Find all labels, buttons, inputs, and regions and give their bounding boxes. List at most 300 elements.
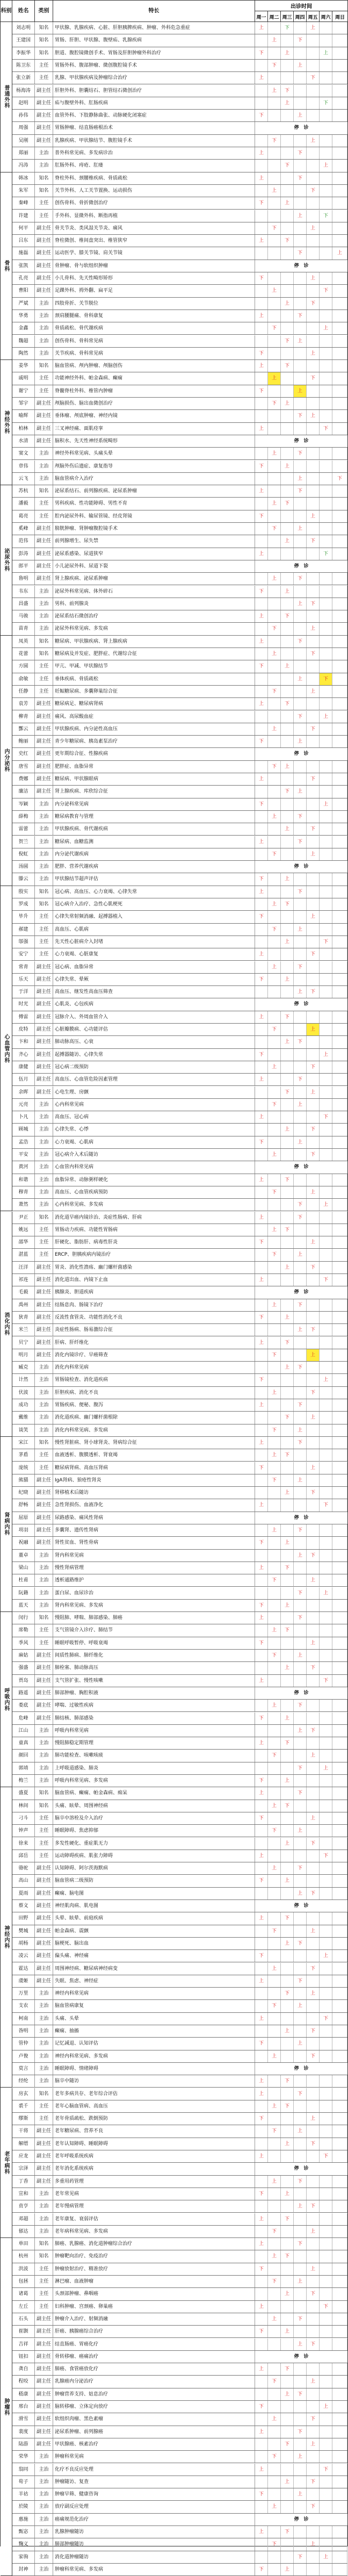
schedule-slot xyxy=(320,1349,332,1361)
schedule-slot xyxy=(307,1474,320,1486)
table-row xyxy=(12,2551,347,2564)
schedule-slot xyxy=(307,974,320,985)
schedule-slot xyxy=(268,2363,281,2375)
schedule-slot xyxy=(307,961,320,973)
schedule-slot xyxy=(294,1124,307,1135)
schedule-slot xyxy=(332,2488,347,2500)
doctor-schedule xyxy=(255,823,347,835)
schedule-slot xyxy=(320,1449,332,1461)
doctor-name: 唐雪 xyxy=(12,761,35,773)
table-row xyxy=(12,423,347,435)
table-row xyxy=(12,1286,347,1299)
schedule-slot: 下 xyxy=(294,310,307,322)
table-row xyxy=(12,636,347,648)
doctor-specialty: 血脂异常、动脉粥样硬化 xyxy=(53,1174,255,1186)
schedule-slot xyxy=(332,1524,347,1536)
schedule-slot xyxy=(307,886,320,898)
doctor-name: 邢台 xyxy=(12,2401,35,2413)
schedule-slot xyxy=(294,2113,307,2125)
doctor-schedule xyxy=(255,435,347,447)
table-row xyxy=(12,1124,347,1136)
schedule-slot xyxy=(281,1750,294,1761)
doctor-name: 宣和 xyxy=(12,2188,35,2200)
doctor-schedule xyxy=(255,686,347,697)
schedule-slot xyxy=(320,2100,332,2112)
schedule-slot xyxy=(255,160,268,171)
schedule-slot xyxy=(307,2464,320,2476)
schedule-slot: 上 xyxy=(307,348,320,359)
schedule-slot: 上 xyxy=(320,798,332,810)
table-row xyxy=(12,560,347,573)
doctor-title: 主治 xyxy=(35,147,53,159)
schedule-slot xyxy=(294,610,307,622)
schedule-slot xyxy=(320,1262,332,1273)
schedule-slot xyxy=(281,34,294,46)
doctor-schedule xyxy=(255,1061,347,1073)
schedule-slot xyxy=(268,485,281,497)
schedule-slot xyxy=(320,1838,332,1850)
doctor-name: 江山 xyxy=(12,1725,35,1737)
doctor-name: 鲍丽 xyxy=(12,736,35,747)
table-row xyxy=(12,110,347,122)
doctor-schedule xyxy=(255,723,347,735)
schedule-slot xyxy=(255,1838,268,1850)
schedule-slot: 下 xyxy=(294,711,307,723)
schedule-slot: 下 xyxy=(268,135,281,147)
schedule-slot xyxy=(294,22,307,34)
table-row xyxy=(12,1850,347,1862)
schedule-slot xyxy=(320,2138,332,2150)
doctor-name: 谈笑 xyxy=(12,1424,35,1436)
doctor-specialty: 肺部肿瘤随访 xyxy=(53,2538,255,2550)
doctor-title: 副主任 xyxy=(35,1712,53,1724)
doctor-name: 汤圆 xyxy=(12,861,35,873)
schedule-slot xyxy=(255,823,268,835)
doctor-specialty: 肝胆疾病、消化不良 xyxy=(53,1387,255,1399)
header-title: 类别 xyxy=(35,1,53,22)
schedule-slot xyxy=(294,272,307,284)
schedule-slot xyxy=(320,1424,332,1436)
schedule-slot: 下 xyxy=(255,1374,268,1386)
doctor-schedule xyxy=(255,2363,347,2375)
schedule-slot xyxy=(281,2426,294,2438)
schedule-slot xyxy=(281,1550,294,1562)
doctor-specialty: 肺癌、食管癌放化疗 xyxy=(53,2363,255,2375)
schedule-slot xyxy=(307,1437,320,1449)
doctor-specialty: 心内科常见病、多发病 xyxy=(53,1199,255,1211)
doctor-specialty: 老年呼吸系统疾病 xyxy=(53,2150,255,2162)
schedule-slot xyxy=(320,1975,332,1987)
schedule-slot xyxy=(281,1437,294,1449)
schedule-slot: 下 xyxy=(268,1750,281,1761)
schedule-slot xyxy=(320,2000,332,2012)
schedule-slot xyxy=(268,1888,281,1899)
doctor-title: 主任 xyxy=(35,2288,53,2300)
doctor-schedule xyxy=(255,298,347,310)
schedule-slot xyxy=(268,197,281,209)
schedule-slot xyxy=(332,911,347,923)
doctor-schedule xyxy=(255,1624,347,1636)
doctor-name: 孔亮 xyxy=(12,272,35,284)
schedule-slot xyxy=(281,2464,294,2476)
doctor-name: 邵华 xyxy=(12,1236,35,1248)
schedule-slot xyxy=(332,1049,347,1061)
table-row xyxy=(12,2176,347,2188)
schedule-slot xyxy=(255,2276,268,2287)
schedule-slot: 上 xyxy=(307,911,320,923)
schedule-slot xyxy=(281,1374,294,1386)
schedule-slot xyxy=(294,1262,307,1273)
schedule-slot xyxy=(255,1149,268,1161)
schedule-slot: 下 xyxy=(281,1624,294,1636)
doctor-schedule xyxy=(255,2438,347,2450)
schedule-slot xyxy=(281,1787,294,1799)
doctor-title: 主治 xyxy=(35,2013,53,2025)
table-row xyxy=(12,1787,347,1800)
schedule-slot xyxy=(281,1324,294,1336)
doctor-schedule xyxy=(255,1975,347,1987)
schedule-slot: 上 xyxy=(320,1950,332,1962)
schedule-slot: 下 xyxy=(268,2125,281,2137)
doctor-name: 郝建 xyxy=(12,924,35,936)
schedule-slot xyxy=(320,1136,332,1148)
schedule-slot xyxy=(332,1337,347,1349)
schedule-slot xyxy=(332,2100,347,2112)
schedule-slot: 下 xyxy=(255,110,268,121)
schedule-slot xyxy=(307,1212,320,1224)
suspended-label: 停 诊 xyxy=(294,2166,309,2172)
doctor-title: 副主任 xyxy=(35,2426,53,2438)
table-row xyxy=(12,1512,347,1524)
schedule-slot xyxy=(332,2376,347,2387)
schedule-slot xyxy=(320,2326,332,2337)
schedule-slot: 下 xyxy=(255,873,268,885)
doctor-specialty: 糖尿病肾病、高血压肾病 xyxy=(53,1462,255,1474)
schedule-slot xyxy=(320,185,332,197)
schedule-slot xyxy=(320,1086,332,1098)
schedule-slot: 上 xyxy=(255,1912,268,1924)
schedule-slot xyxy=(320,1925,332,1937)
schedule-slot xyxy=(294,586,307,598)
schedule-slot: 下 xyxy=(307,1387,320,1399)
doctor-specialty: 老年康复、衰弱评估 xyxy=(53,2213,255,2225)
doctor-specialty: 头痛、眩晕、周围神经病 xyxy=(53,1800,255,1812)
schedule-slot xyxy=(332,948,347,960)
schedule-slot: 上 xyxy=(268,1963,281,1975)
schedule-slot xyxy=(307,110,320,121)
doctor-name: 禹州 xyxy=(12,1299,35,1311)
doctor-specialty: 老年心脑血管病、高血压 xyxy=(53,2100,255,2112)
table-row xyxy=(12,1562,347,1574)
doctor-specialty: 消化道疾病、幽门螺杆菌根除 xyxy=(53,1412,255,1423)
schedule-slot xyxy=(294,2501,307,2513)
schedule-slot xyxy=(307,1337,320,1349)
schedule-slot xyxy=(268,1199,281,1211)
doctor-name: 周强 xyxy=(12,122,35,134)
schedule-slot xyxy=(268,2476,281,2488)
doctor-schedule xyxy=(255,974,347,985)
schedule-slot: 上 xyxy=(268,2250,281,2262)
schedule-slot xyxy=(307,898,320,910)
schedule-slot xyxy=(281,1524,294,1536)
doctor-specialty: 青少年糖尿病、胰岛素泵治疗 xyxy=(53,736,255,747)
schedule-slot xyxy=(320,1737,332,1749)
schedule-slot xyxy=(320,848,332,860)
table-row xyxy=(12,85,347,97)
table-row xyxy=(12,385,347,398)
table-row xyxy=(12,1362,347,1374)
schedule-slot: 上 xyxy=(281,460,294,472)
doctor-schedule xyxy=(255,1437,347,1449)
doctor-schedule xyxy=(255,1812,347,1824)
doctor-title: 副主任 xyxy=(35,2363,53,2375)
doctor-title: 副主任 xyxy=(35,247,53,259)
doctor-specialty: 心内科常见病 xyxy=(53,1099,255,1111)
schedule-slot xyxy=(320,1612,332,1624)
doctor-specialty: 消化道出血、内镜下止血 xyxy=(53,1274,255,1286)
table-row xyxy=(12,1312,347,1324)
suspended-label: 停 诊 xyxy=(294,1690,309,1696)
doctor-name: 湛蓝 xyxy=(12,1249,35,1261)
doctor-schedule xyxy=(255,1800,347,1812)
schedule-slot xyxy=(332,2150,347,2162)
schedule-slot: 上 xyxy=(281,1938,294,1949)
schedule-slot xyxy=(332,448,347,459)
schedule-slot xyxy=(268,110,281,121)
schedule-slot xyxy=(332,1938,347,1949)
schedule-slot xyxy=(320,1249,332,1261)
doctor-schedule xyxy=(255,448,347,459)
schedule-slot: 上 xyxy=(294,1249,307,1261)
schedule-slot xyxy=(320,2213,332,2225)
doctor-name: 韦东 xyxy=(12,586,35,598)
table-row xyxy=(12,1136,347,1149)
schedule-slot xyxy=(332,2176,347,2188)
table-row xyxy=(12,1950,347,1962)
doctor-name: 昝明 xyxy=(12,2025,35,2037)
schedule-slot xyxy=(332,1437,347,1449)
doctor-specialty: 高血压、继发性高血压筛查 xyxy=(53,986,255,998)
doctor-schedule xyxy=(255,310,347,322)
schedule-slot xyxy=(307,1499,320,1511)
schedule-slot: 上 xyxy=(294,598,307,610)
schedule-slot xyxy=(320,2176,332,2188)
doctor-name: 干将 xyxy=(12,2125,35,2137)
doctor-schedule xyxy=(255,460,347,472)
schedule-slot: 上 xyxy=(281,2138,294,2150)
doctor-specialty: 癫痫、脑电图 xyxy=(53,1888,255,1899)
doctor-specialty: 老年多病共存、老年综合评估 xyxy=(53,2088,255,2100)
doctor-title: 副主任 xyxy=(35,1512,53,1524)
schedule-slot: 上 xyxy=(255,1437,268,1449)
schedule-slot xyxy=(332,686,347,697)
schedule-slot xyxy=(281,636,294,647)
doctor-specialty: 糖尿病及并发症、肥胖症、代谢综合征 xyxy=(53,648,255,660)
table-row xyxy=(12,2338,347,2351)
table-row xyxy=(12,260,347,272)
schedule-slot xyxy=(268,736,281,747)
schedule-slot xyxy=(320,2088,332,2100)
schedule-slot xyxy=(268,911,281,923)
schedule-slot xyxy=(255,398,268,409)
schedule-slot xyxy=(307,636,320,647)
schedule-slot: 上 xyxy=(255,2426,268,2438)
schedule-slot xyxy=(320,235,332,247)
doctor-specialty: 高血压、心血管危险因素管理 xyxy=(53,1074,255,1085)
schedule-slot: 上 xyxy=(255,360,268,372)
schedule-slot xyxy=(268,2488,281,2500)
schedule-slot xyxy=(332,761,347,773)
schedule-slot xyxy=(320,2238,332,2250)
schedule-slot xyxy=(320,1299,332,1311)
doctor-schedule xyxy=(255,1650,347,1661)
schedule-slot xyxy=(268,335,281,347)
doctor-schedule xyxy=(255,60,347,71)
schedule-slot: 上 xyxy=(281,47,294,59)
doctor-name: 汪洋 xyxy=(12,1262,35,1273)
doctor-schedule xyxy=(255,2238,347,2250)
schedule-slot xyxy=(255,848,268,860)
doctor-title: 主治 xyxy=(35,1412,53,1423)
doctor-name: 窦文 xyxy=(12,448,35,459)
doctor-name: 袁芳 xyxy=(12,698,35,710)
schedule-slot: 下 xyxy=(281,2213,294,2225)
schedule-slot xyxy=(281,1099,294,1111)
schedule-slot: 上 xyxy=(255,1562,268,1574)
doctor-title: 知名 xyxy=(35,360,53,372)
doctor-title: 主治 xyxy=(35,1574,53,1586)
schedule-slot xyxy=(281,1862,294,1874)
doctor-specialty: 足踝外科、拇外翻、扁平足 xyxy=(53,285,255,297)
schedule-slot xyxy=(307,147,320,159)
schedule-slot xyxy=(320,298,332,310)
schedule-slot xyxy=(320,924,332,936)
schedule-slot: 下 xyxy=(294,2176,307,2188)
doctor-specialty: 骨质疏松、骨代谢疾病 xyxy=(53,322,255,334)
schedule-slot xyxy=(294,1487,307,1499)
doctor-name: 伏波 xyxy=(12,1387,35,1399)
schedule-slot xyxy=(332,1725,347,1737)
doctor-specialty: 消化道肿瘤随访 xyxy=(53,2551,255,2563)
schedule-slot xyxy=(255,448,268,459)
schedule-slot xyxy=(332,648,347,660)
schedule-slot: 上 xyxy=(294,1888,307,1899)
table-row xyxy=(12,1624,347,1637)
doctor-schedule xyxy=(255,1900,347,1912)
schedule-slot xyxy=(332,2226,347,2237)
doctor-specialty: 肝癌、胰腺癌综合治疗 xyxy=(53,2326,255,2337)
doctor-schedule xyxy=(255,1737,347,1749)
doctor-title: 主治 xyxy=(35,2526,53,2538)
schedule-slot: 上 xyxy=(255,2088,268,2100)
schedule-slot: 上 xyxy=(307,1812,320,1824)
schedule-slot xyxy=(255,1700,268,1711)
schedule-slot xyxy=(320,1650,332,1661)
schedule-slot xyxy=(268,598,281,610)
schedule-slot: 上 xyxy=(307,2263,320,2275)
schedule-slot xyxy=(268,1074,281,1085)
doctor-specialty: 肺结核、肺部感染 xyxy=(53,1712,255,1724)
schedule-slot xyxy=(332,60,347,71)
schedule-slot xyxy=(281,285,294,297)
doctor-schedule xyxy=(255,1324,347,1336)
schedule-slot: 上 xyxy=(255,147,268,159)
doctor-specialty: 化疗不良反应处理 xyxy=(53,2464,255,2476)
doctor-name: 杨海涛 xyxy=(12,85,35,97)
schedule-slot xyxy=(307,2250,320,2262)
schedule-slot xyxy=(294,2025,307,2037)
schedule-slot xyxy=(294,322,307,334)
schedule-slot: 上 xyxy=(255,2238,268,2250)
doctor-schedule xyxy=(255,2413,347,2425)
schedule-slot xyxy=(332,736,347,747)
schedule-slot xyxy=(294,1800,307,1812)
doctor-name: 杜甫 xyxy=(12,1574,35,1586)
schedule-slot xyxy=(332,573,347,585)
doctor-schedule xyxy=(255,1374,347,1386)
schedule-slot xyxy=(281,1499,294,1511)
schedule-slot xyxy=(332,22,347,34)
schedule-slot xyxy=(294,1387,307,1399)
doctor-name: 麻姑 xyxy=(12,1650,35,1661)
schedule-slot: 下 xyxy=(320,1675,332,1687)
header-day: 周一 xyxy=(255,11,268,22)
doctor-schedule xyxy=(255,548,347,560)
schedule-slot xyxy=(332,2526,347,2538)
doctor-name: 滑雪 xyxy=(12,2413,35,2425)
schedule-slot xyxy=(307,1700,320,1711)
schedule-slot xyxy=(281,1136,294,1148)
schedule-slot: 上 xyxy=(320,1374,332,1386)
doctor-title: 副主任 xyxy=(35,1862,53,1874)
doctor-title: 副主任 xyxy=(35,736,53,747)
table-row xyxy=(12,2125,347,2138)
table-row xyxy=(12,1212,347,1224)
schedule-slot xyxy=(332,1612,347,1624)
schedule-slot xyxy=(281,1236,294,1248)
doctor-specialty: 肺栓塞、肺动脉高压 xyxy=(53,1662,255,1674)
schedule-slot xyxy=(294,873,307,885)
schedule-slot xyxy=(320,135,332,147)
doctor-title: 副主任 xyxy=(35,1888,53,1899)
schedule-slot: 上 xyxy=(294,210,307,222)
doctor-title: 主任 xyxy=(35,510,53,522)
doctor-title: 知名 xyxy=(35,185,53,197)
schedule-slot: 下 xyxy=(268,1099,281,1111)
doctor-schedule xyxy=(255,2401,347,2413)
doctor-title: 副主任 xyxy=(35,1274,53,1286)
schedule-slot xyxy=(268,72,281,84)
doctor-specialty: 肝病、肝纤维化 xyxy=(53,1337,255,1349)
schedule-slot xyxy=(294,1912,307,1924)
schedule-slot xyxy=(320,1524,332,1536)
doctor-schedule xyxy=(255,2476,347,2488)
schedule-slot: 上 xyxy=(255,1675,268,1687)
table-row xyxy=(12,736,347,748)
schedule-slot xyxy=(332,110,347,121)
doctor-schedule xyxy=(255,2213,347,2225)
doctor-title: 主治 xyxy=(35,836,53,848)
schedule-slot xyxy=(307,2426,320,2438)
schedule-slot: 上 xyxy=(281,97,294,109)
schedule-slot xyxy=(268,836,281,848)
schedule-slot xyxy=(268,1399,281,1411)
doctor-schedule xyxy=(255,1474,347,1486)
schedule-slot xyxy=(307,2388,320,2400)
doctor-name: 董卓 xyxy=(12,1550,35,1562)
schedule-slot xyxy=(332,1700,347,1711)
schedule-slot xyxy=(307,448,320,459)
